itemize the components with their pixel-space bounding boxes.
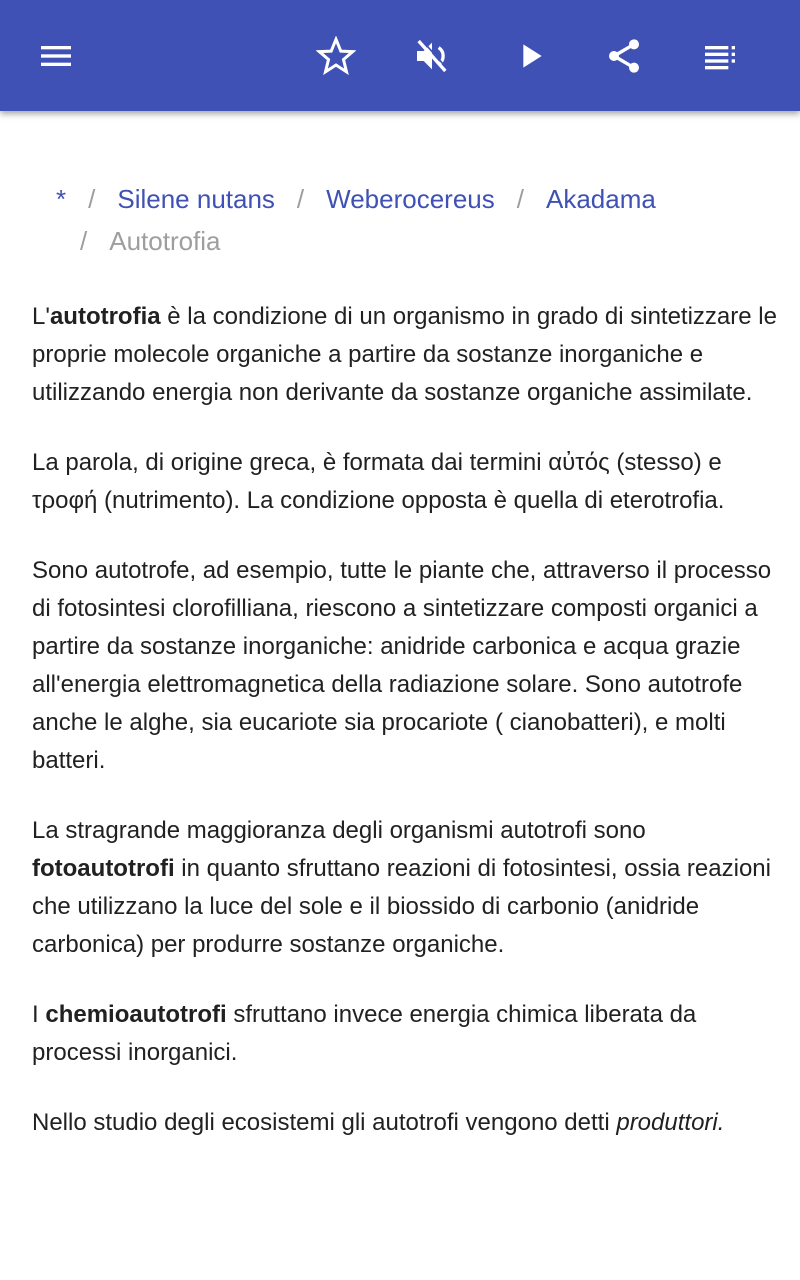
article-paragraph (32, 1104, 777, 1142)
breadcrumb-separator: / (88, 184, 96, 214)
paragraph-text: è la condizione di un organismo in grado di sintetizzare le proprie molecole organiche a partire da sostanze inorganiche e utilizzando energia non derivante da sostanze organiche assimilate. (32, 303, 777, 406)
paragraph-text: La stragrande maggioranza degli organismi autotrofi sono (32, 817, 646, 844)
italic-term: produttori. (616, 1109, 725, 1136)
article-paragraph (32, 996, 777, 1072)
volume-off-icon[interactable] (408, 32, 456, 80)
article-body (32, 298, 777, 1174)
breadcrumb-weberocereus[interactable]: Weberocereus (326, 184, 495, 214)
article-paragraph (32, 298, 777, 412)
breadcrumb-separator: / (80, 226, 88, 256)
article-paragraph (32, 552, 777, 780)
bold-term: chemioautotrofi (45, 1001, 227, 1028)
app-bar (0, 0, 800, 111)
breadcrumb-home[interactable]: * (56, 184, 67, 214)
breadcrumb-akadama[interactable]: Akadama (546, 184, 656, 214)
bold-term: autotrofia (49, 303, 161, 330)
breadcrumb-silene-nutans[interactable]: Silene nutans (117, 184, 275, 214)
paragraph-text: La parola, di origine greca, è formata dai termini αὐτός (stesso) e τροφή (nutrimento). La condizione opposta è quella di eterotrofia. (32, 449, 725, 514)
paragraph-text: sfruttano invece energia chimica liberata da processi inorganici. (32, 1001, 697, 1066)
breadcrumb-separator: / (296, 184, 305, 214)
paragraph-text: L' (32, 303, 50, 330)
playlist-icon[interactable] (696, 32, 744, 80)
bold-term: fotoautotrofi (32, 855, 175, 882)
article-paragraph (32, 444, 777, 520)
share-icon[interactable] (600, 32, 648, 80)
menu-icon[interactable] (32, 32, 80, 80)
paragraph-text: I (32, 1001, 46, 1028)
play-icon[interactable] (506, 32, 554, 80)
breadcrumb-separator: / (516, 184, 524, 214)
paragraph-text: in quanto sfruttano reazioni di fotosintesi, ossia reazioni che utilizzano la luce del sole e il biossido di carbonio (anidride carbonica) per produrre sostanze organiche. (32, 855, 771, 958)
paragraph-text: Sono autotrofe, ad esempio, tutte le piante che, attraverso il processo di fotosintesi clorofilliana, riescono a sintetizzare composti organici a partire da sostanze inorganiche: anidride carbonica e acqua grazie all'energia elettromagnetica della radiazione solare. Sono autotrofe anche le alghe, sia eucariote sia procariote ( cianobatteri), e molti batteri. (32, 557, 772, 774)
star-outline-icon[interactable] (312, 32, 360, 80)
breadcrumb-current: Autotrofia (109, 226, 221, 256)
paragraph-text: Nello studio degli ecosistemi gli autotrofi vengono detti (32, 1109, 617, 1136)
article-paragraph (32, 812, 777, 964)
breadcrumb (56, 178, 756, 262)
